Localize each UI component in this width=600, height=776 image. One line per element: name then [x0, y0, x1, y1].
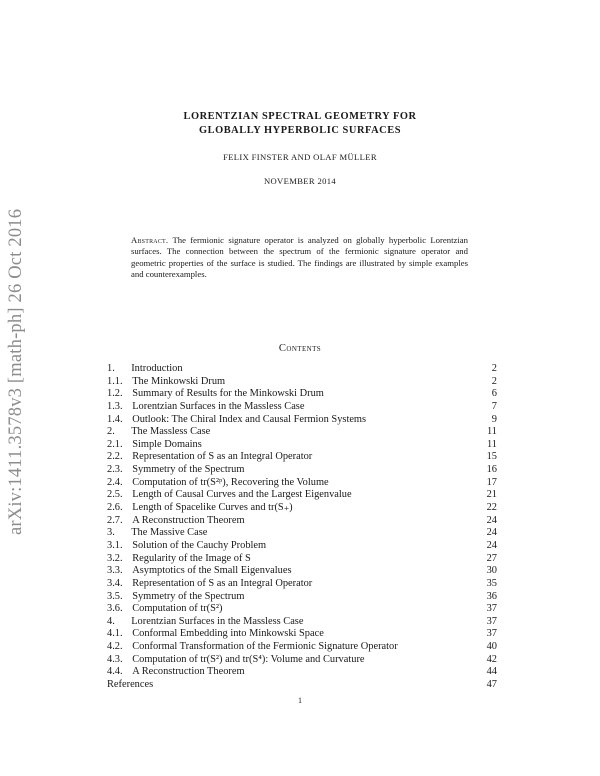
- toc-entry-title: [107, 666, 245, 679]
- toc-entry-label: The Massive Case: [131, 527, 208, 539]
- toc-entry-title: [107, 451, 312, 464]
- abstract-text: The fermionic signature operator is analyzed on globally hyperbolic Lorentzian surfaces. The connection between the spectrum of the fermionic signature operator and geometric properties of the surface is studied. The findings are illustrated by simple examples and counterexamples.: [131, 235, 468, 280]
- toc-entry-number: 4.2.: [107, 641, 123, 653]
- toc-entry-page: 7: [491, 400, 497, 412]
- toc-entry[interactable]: [107, 565, 497, 578]
- toc-entry-page: 24: [486, 527, 497, 539]
- toc-entry[interactable]: [107, 553, 497, 566]
- toc-entry-title: [107, 616, 303, 629]
- toc-entry-number: 1.4.: [107, 413, 123, 425]
- toc-entry[interactable]: [107, 451, 497, 464]
- toc-entry-label: Computation of tr(S²) and tr(S⁴): Volume and Curvature: [132, 653, 365, 665]
- toc-entry-label: The Minkowski Drum: [132, 375, 226, 387]
- toc-entry-page: 37: [486, 628, 497, 640]
- toc-entry[interactable]: [107, 414, 497, 427]
- toc-entry-page: 21: [486, 489, 497, 501]
- toc-entry-page: 36: [486, 590, 497, 602]
- toc-entry-title: [107, 565, 292, 578]
- toc-entry-label: Outlook: The Chiral Index and Causal Fermion Systems: [132, 413, 367, 425]
- toc-entry-title: [107, 603, 222, 616]
- toc-entry-page: 2: [491, 363, 497, 374]
- toc-entry-number: 3.2.: [107, 552, 123, 564]
- toc-entry-number: 2.6.: [107, 502, 123, 514]
- toc-entry-label: Conformal Embedding into Minkowski Space: [132, 628, 324, 640]
- toc-entry-label: Conformal Transformation of the Fermionic Signature Operator: [132, 641, 398, 653]
- toc-entry-title: [107, 591, 244, 604]
- toc-entry[interactable]: [107, 502, 497, 515]
- toc-entry-label: The Massless Case: [131, 426, 211, 438]
- toc-entry-title: [107, 363, 183, 376]
- toc-entry[interactable]: [107, 616, 497, 629]
- toc-entry-title: [107, 388, 324, 401]
- paper-title: [100, 110, 500, 138]
- toc-entry-title: [107, 654, 365, 667]
- toc-entry[interactable]: [107, 477, 497, 490]
- toc-entry-page: 44: [486, 666, 497, 678]
- toc-entry-title: [107, 439, 202, 452]
- toc-entry-number: 2.5.: [107, 489, 123, 501]
- toc-entry-page: 24: [486, 539, 497, 551]
- toc-entry-title: [107, 489, 352, 502]
- toc-entry-title: [107, 540, 266, 553]
- toc-entry-title: [107, 401, 304, 414]
- date: NOVEMBER 2014: [263, 176, 337, 186]
- toc-entry-title: [107, 515, 245, 528]
- toc-entry[interactable]: [107, 527, 497, 540]
- toc-entry-number: 2.1.: [107, 438, 123, 450]
- toc-entry-number: 1.3.: [107, 400, 123, 412]
- toc-entry-page: 22: [486, 502, 497, 514]
- toc-entry-number: 3.4.: [107, 577, 123, 589]
- abstract: [131, 235, 468, 281]
- toc-entry-label: Lorentzian Surfaces in the Massless Case: [132, 400, 305, 412]
- toc-entry-number: 4.3.: [107, 653, 123, 665]
- toc-entry-page: 30: [486, 565, 497, 577]
- toc-entry-label: Computation of tr(S²ᵖ), Recovering the Volume: [132, 476, 329, 488]
- toc-entry-label: Asymptotics of the Small Eigenvalues: [132, 565, 292, 577]
- toc-entry[interactable]: [107, 376, 497, 389]
- toc-entry-number: 3.1.: [107, 539, 123, 551]
- toc-entry[interactable]: [107, 439, 497, 452]
- toc-entry[interactable]: [107, 654, 497, 667]
- toc-entry-label: Simple Domains: [132, 438, 202, 450]
- toc-entry-title: [107, 553, 251, 566]
- toc-entry-number: 1.2.: [107, 388, 123, 400]
- toc-entry-title: [107, 527, 207, 540]
- toc-entry-title: [107, 477, 329, 490]
- toc-entry-title: [107, 628, 324, 641]
- toc-entry-label: Length of Causal Curves and the Largest Eigenvalue: [132, 489, 352, 501]
- toc-entry-title: [107, 414, 366, 427]
- toc-entry-label: Lorentzian Surfaces in the Massless Case: [131, 615, 304, 627]
- toc-entry-number: 4.4.: [107, 666, 123, 678]
- toc-entry[interactable]: [107, 666, 497, 679]
- toc-entry-label: A Reconstruction Theorem: [132, 514, 245, 526]
- toc-entry[interactable]: [107, 641, 497, 654]
- toc-entry-number: 1.1.: [107, 375, 123, 387]
- title-line-1: LORENTZIAN SPECTRAL GEOMETRY FOR: [183, 111, 417, 122]
- toc-entry[interactable]: [107, 426, 497, 439]
- contents-heading: Contents: [278, 343, 322, 354]
- toc-entry-label: Length of Spacelike Curves and tr(S₊): [132, 502, 293, 514]
- toc-entry-title: [107, 578, 312, 591]
- toc-entry-page: 11: [486, 426, 497, 438]
- toc-entry-page: 37: [486, 603, 497, 615]
- authors: FELIX FINSTER AND OLAF MÜLLER: [223, 152, 377, 162]
- toc-entry[interactable]: [107, 578, 497, 591]
- toc-entry-title: [107, 464, 244, 477]
- toc-entry-number: 3.3.: [107, 565, 123, 577]
- toc-entry[interactable]: [107, 591, 497, 604]
- toc-entry-title: [107, 376, 225, 389]
- table-of-contents: [107, 363, 497, 692]
- toc-entry-label: Computation of tr(S²): [132, 603, 223, 615]
- toc-entry-number: 3.6.: [107, 603, 123, 615]
- toc-entry[interactable]: [107, 363, 497, 376]
- toc-entry-page: 24: [486, 514, 497, 526]
- toc-entry-page: 37: [486, 615, 497, 627]
- toc-entry-page: 9: [491, 413, 497, 425]
- toc-entry-page: 27: [486, 552, 497, 564]
- toc-entry[interactable]: [107, 464, 497, 477]
- toc-entry-label: Solution of the Cauchy Problem: [132, 539, 267, 551]
- toc-entry-number: 3.5.: [107, 590, 123, 602]
- toc-entry-label: Representation of S as an Integral Operator: [132, 451, 313, 463]
- toc-entry-label: Symmetry of the Spectrum: [132, 590, 245, 602]
- toc-entry[interactable]: [107, 628, 497, 641]
- toc-entry-number: 1.: [107, 363, 115, 374]
- toc-entry-number: 2.: [107, 426, 115, 438]
- toc-entry-title: [107, 641, 398, 654]
- toc-entry-label: Summary of Results for the Minkowski Drum: [132, 388, 324, 400]
- toc-entry-number: 2.7.: [107, 514, 123, 526]
- toc-entry-number: 2.2.: [107, 451, 123, 463]
- toc-entry-title: [107, 426, 210, 439]
- toc-entry[interactable]: [107, 388, 497, 401]
- toc-entry-page: 15: [486, 451, 497, 463]
- toc-entry[interactable]: [107, 515, 497, 528]
- toc-entry[interactable]: [107, 489, 497, 502]
- toc-entry[interactable]: [107, 679, 497, 692]
- toc-entry-label: References: [107, 679, 154, 691]
- toc-entry-number: 4.1.: [107, 628, 123, 640]
- toc-entry[interactable]: [107, 401, 497, 414]
- toc-entry-page: 17: [486, 476, 497, 488]
- toc-entry[interactable]: [107, 603, 497, 616]
- toc-entry-page: 16: [486, 464, 497, 476]
- toc-entry-number: 4.: [107, 615, 115, 627]
- toc-entry-number: 2.3.: [107, 464, 123, 476]
- toc-entry-title: [107, 502, 293, 515]
- toc-entry-label: Representation of S as an Integral Operator: [132, 577, 313, 589]
- toc-entry-number: 3.: [107, 527, 115, 539]
- toc-entry-page: 6: [491, 388, 497, 400]
- toc-entry-page: 47: [486, 679, 497, 691]
- toc-entry-page: 11: [486, 438, 497, 450]
- toc-entry-page: 40: [486, 641, 497, 653]
- toc-entry-page: 2: [491, 375, 497, 387]
- toc-entry-page: 42: [486, 653, 497, 665]
- toc-entry-number: 2.4.: [107, 476, 123, 488]
- toc-entry-label: A Reconstruction Theorem: [132, 666, 245, 678]
- toc-entry[interactable]: [107, 540, 497, 553]
- arxiv-stamp: arXiv:1411.3578v3 [math-ph] 26 Oct 2016: [6, 208, 26, 536]
- title-line-2: GLOBALLY HYPERBOLIC SURFACES: [198, 125, 402, 136]
- abstract-heading: Abstract.: [131, 235, 169, 245]
- toc-entry-page: 35: [486, 577, 497, 589]
- toc-entry-label: Introduction: [131, 363, 183, 374]
- toc-entry-title: [107, 679, 153, 692]
- toc-entry-label: Regularity of the Image of S: [132, 552, 251, 564]
- toc-entry-label: Symmetry of the Spectrum: [132, 464, 245, 476]
- page-number: 1: [298, 696, 302, 705]
